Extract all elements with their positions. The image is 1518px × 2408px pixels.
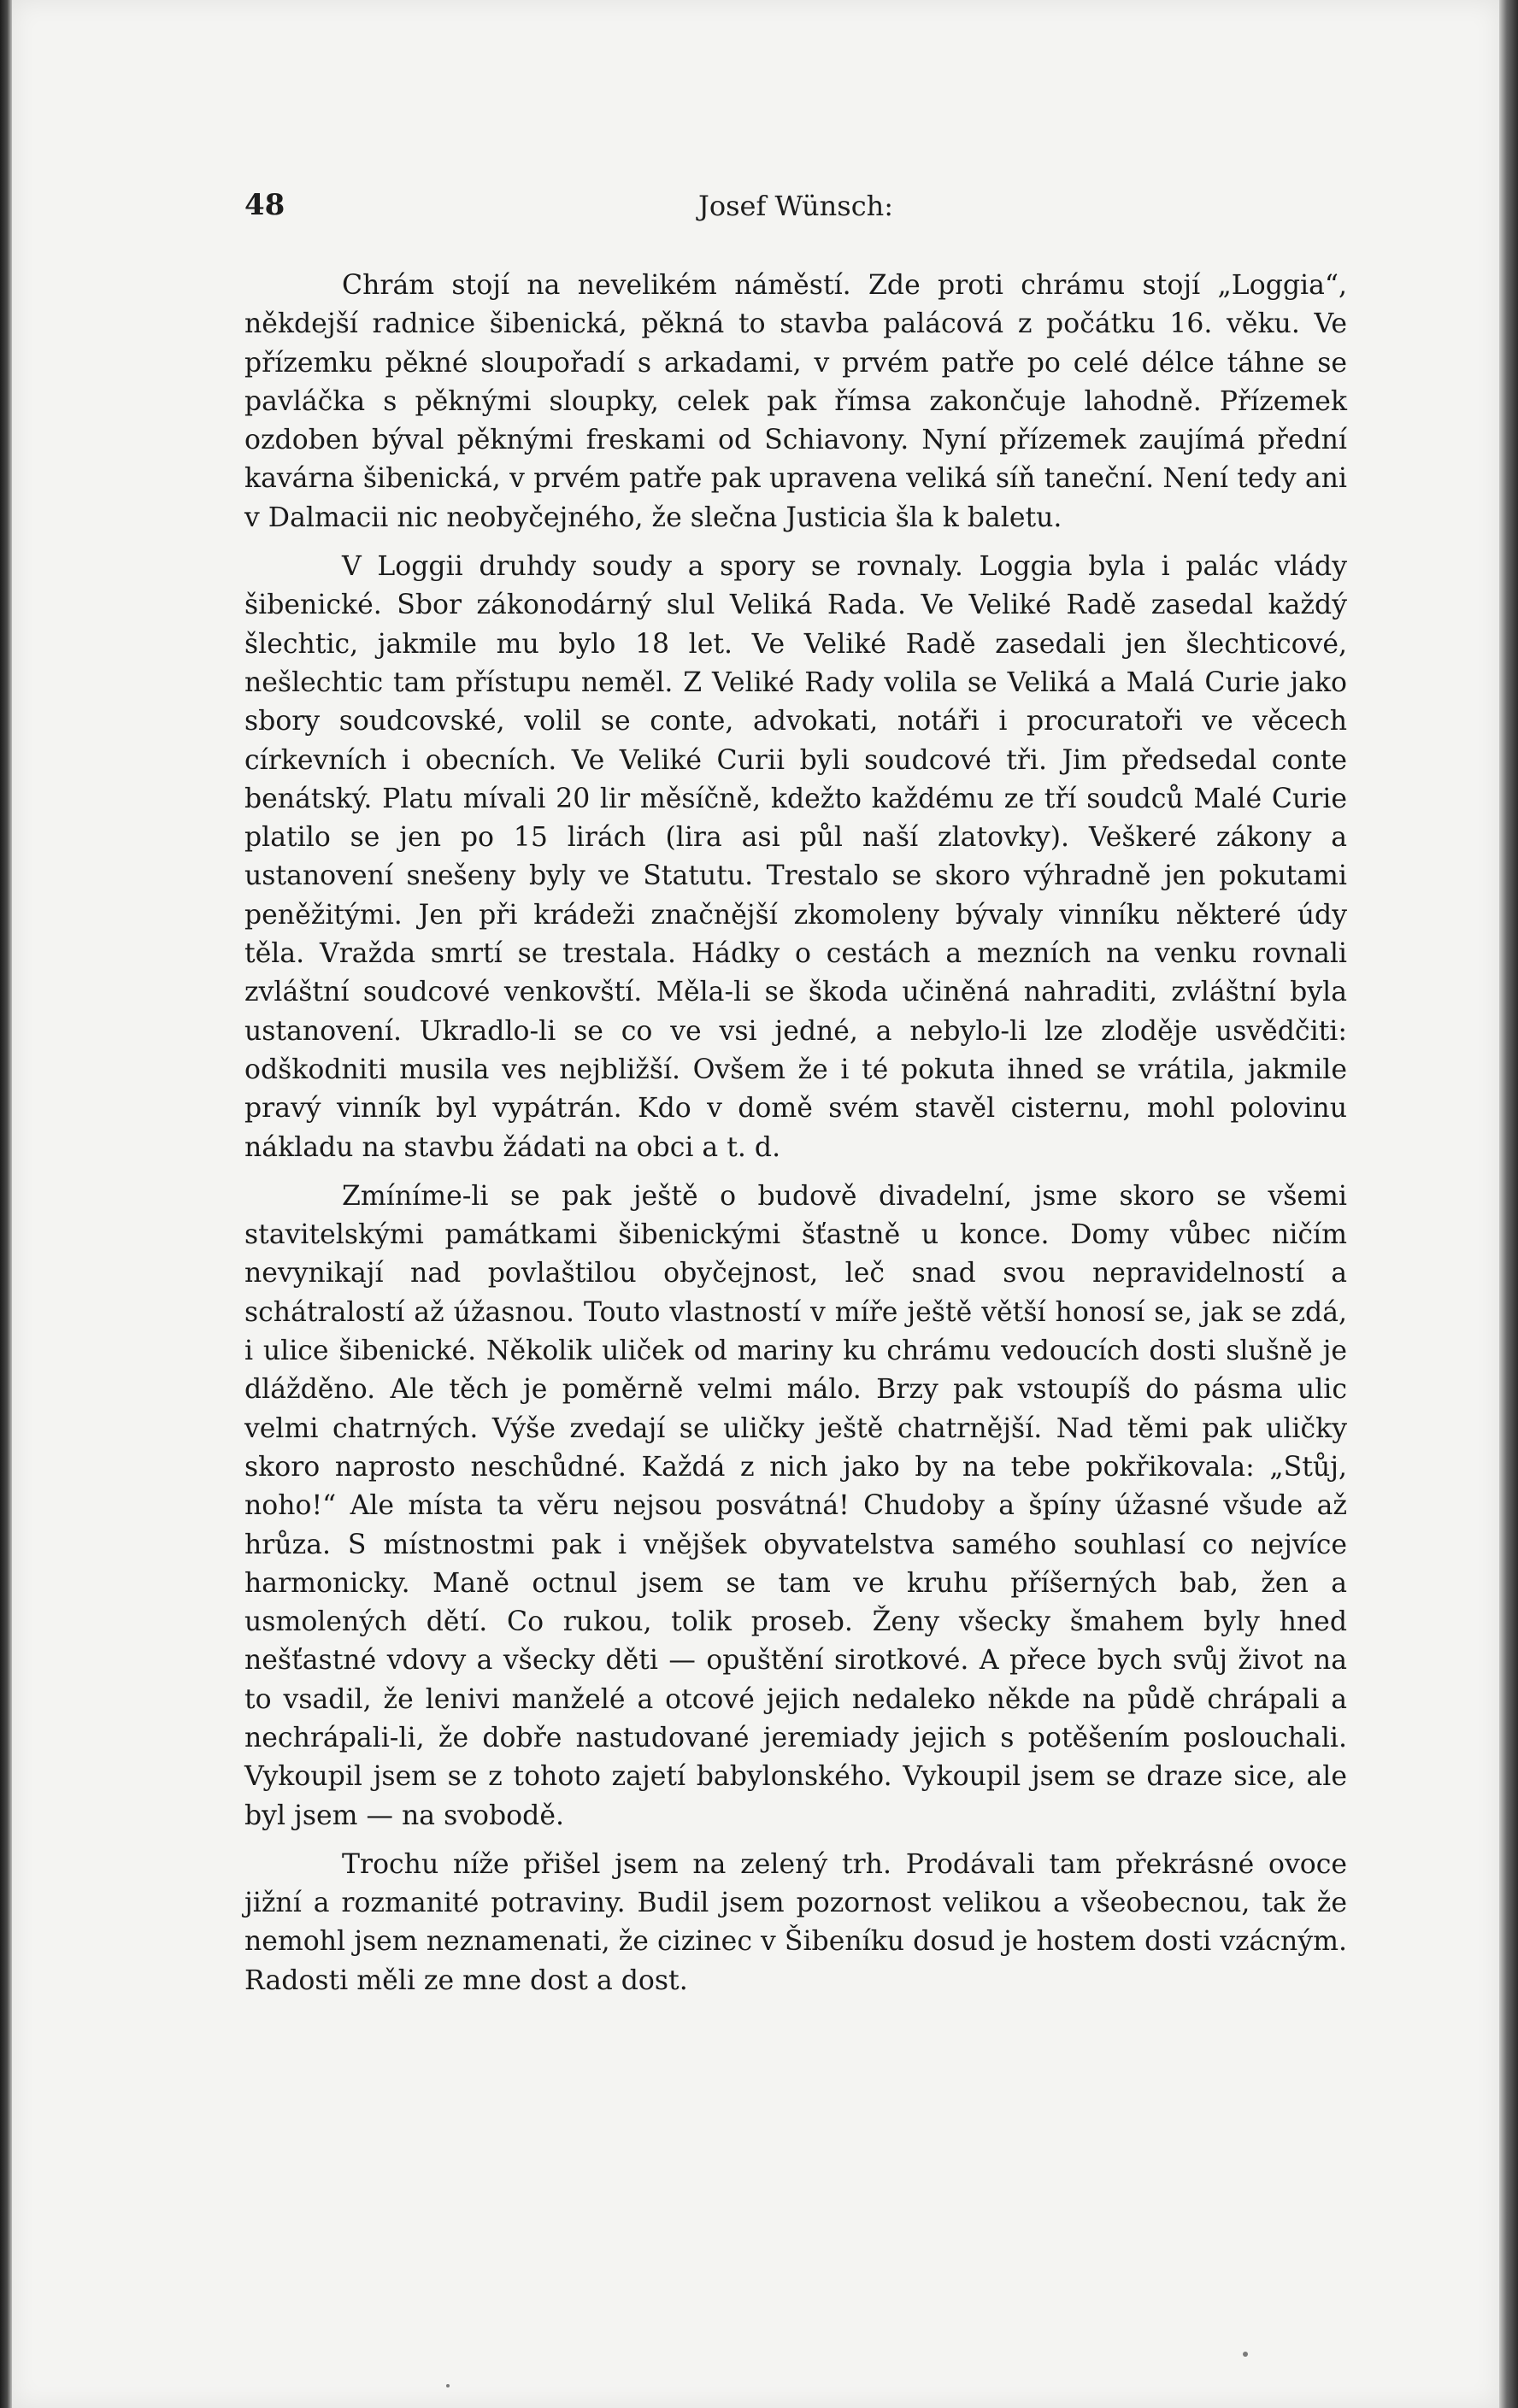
body-text <box>244 267 1347 2011</box>
paper-speck <box>1243 2352 1248 2357</box>
running-head: Josef Wünsch: <box>697 190 893 222</box>
page-right-edge <box>1499 0 1518 2408</box>
paragraph: V Loggii druhdy soudy a spory se rovnaly. Loggia byla i palác vlády šibenické. Sbor zákonodárný slul Veliká Rada. Ve Veliké Radě zasedal každý šlechtic, jakmile mu bylo 18 let. Ve Veliké Radě zasedali jen šlechticové, nešlechtic tam přístupu neměl. Z Veliké Rady volila se Veliká a Malá Curie jako sbory soudcovské, volil se conte, advokati, notáři i procuratoři ve věcech církevních i obecních. Ve Veliké Curii byli soudcové tři. Jim předsedal conte benátský. Platu mívali 20 lir měsíčně, kdežto každému ze tří soudců Malé Curie platilo se jen po 15 lirách (lira asi půl naší zlatovky). Veškeré zákony a ustanovení snešeny byly ve Statutu. Trestalo se skoro výhradně jen pokutami peněžitými. Jen při krádeži značnější zkomoleny bývaly vinníku některé údy těla. Vražda smrtí se trestala. Hádky o cestách a mezních na venku rovnali zvláštní soudcové venkovští. Měla-li se škoda učiněná nahraditi, zvláštní byla ustanovení. Ukradlo-li se co ve vsi jedné, a nebylo-li lze zloděje usvědčiti: odškodniti musila ves nejbližší. Ovšem že i té pokuta ihned se vrátila, jakmile pravý vinník byl vypátrán. Kdo v domě svém stavěl cisternu, mohl polovinu nákladu na stavbu žádati na obci a t. d. <box>244 551 1347 1163</box>
paragraph: Zmíníme-li se pak ještě o budově divadelní, jsme skoro se všemi stavitelskými památkami šibenickými šťastně u konce. Domy vůbec ničím nevynikají nad povlaštilou obyčejnost, leč snad svou nepravidelností a schátralostí až úžasnou. Touto vlastností v míře ještě větší honosí se, jak se zdá, i ulice šibenické. Několik uliček od mariny ku chrámu vedoucích dosti slušně je dlážděno. Ale těch je poměrně velmi málo. Brzy pak vstoupíš do pásma ulic velmi chatrných. Výše zvedají se uličky ještě chatrnější. Nad těmi pak uličky skoro naprosto neschůdné. Každá z nich jako by na tebe pokřikovala: „Stůj, noho!“ Ale místa ta věru nejsou posvátná! Chudoby a špíny úžasné všude až hrůza. S místnostmi pak i vnějšek obyvatelstva samého souhlasí co nejvíce harmonicky. Maně octnul jsem se tam ve kruhu příšerných bab, žen a usmolených dětí. Co rukou, tolik proseb. Ženy všecky šmahem byly hned nešťastné vdovy a všecky děti — opuštění sirotkové. A přece bych svůj život na to vsadil, že lenivi manželé a otcové jejich nedaleko někde na půdě chrápali a nechrápali-li, že dobře nastudované jeremiady jejich s potěšením poslouchali. Vykoupil jsem se z tohoto zajetí babylonského. Vykoupil jsem se draze sice, ale byl jsem — na svobodě. <box>244 1180 1347 1831</box>
paragraph: Trochu níže přišel jsem na zelený trh. Prodávali tam překrásné ovoce jižní a rozmanité potraviny. Budil jsem pozornost velikou a všeobecnou, tak že nemohl jsem neznamenati, že cizinec v Šibeníku dosud je hostem dosti vzácným. Radosti měli ze mne dost a dost. <box>244 1848 1347 1996</box>
paragraph: Chrám stojí na nevelikém náměstí. Zde proti chrámu stojí „Loggia“, někdejší radnice šibenická, pěkná to stavba palácová z počátku 16. věku. Ve přízemku pěkné sloupořadí s arkadami, v prvém patře po celé délce táhne se pavláčka s pěknými sloupky, celek pak římsa zakončuje lahodně. Přízemek ozdoben býval pěknými freskami od Schiavony. Nyní přízemek zaujímá přední kavárna šibenická, v prvém patře pak upravena veliká síň taneční. Není tedy ani v Dalmacii nic neobyčejného, že slečna Justicia šla k baletu. <box>244 270 1347 533</box>
page-number: 48 <box>244 188 285 222</box>
paper-speck <box>446 2384 450 2387</box>
page-header <box>244 188 1347 231</box>
book-binding-edge <box>0 0 12 2408</box>
